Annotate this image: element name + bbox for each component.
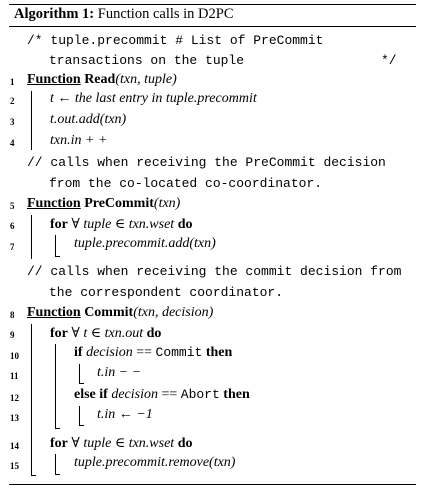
function-name: PreCommit [84,196,154,211]
code-line: txn.in + + [50,133,108,148]
line-number: 14 [10,441,19,451]
code-line: t ← the last entry in tuple.precommit [50,91,257,106]
code-line: t.in − − [97,365,142,380]
line-number: 6 [10,221,15,231]
algorithm-top-rule [9,4,416,5]
function-args: (txn) [153,196,181,211]
do-keyword: do [146,326,162,341]
line-number: 11 [10,371,19,381]
line-number: 3 [10,117,15,127]
for-keyword: for [50,217,68,232]
for-keyword: for [50,436,68,451]
if-line [74,345,232,361]
for-line [50,325,161,342]
block-bar [55,454,56,474]
caption-rule [9,26,416,27]
block-end-tick [55,474,60,475]
else-if-value: Abort [180,387,220,402]
block-end-tick [79,383,84,384]
else-if-variable: decision [111,387,158,402]
code-line: t.out.add(txn) [50,112,127,127]
function-read-header [27,72,177,88]
comment-line: /* tuple.precommit # List of PreCommit [27,33,324,48]
line-number: 2 [10,96,15,106]
function-keyword: Function [27,72,81,87]
block-end-tick [55,428,60,429]
comment-line: transactions on the tuple [49,53,245,68]
algorithm-title: Function calls in D2PC [97,6,234,22]
function-precommit-header [27,196,180,212]
algorithm-bottom-rule [9,484,416,485]
for-condition: ∀ tuple ∈ txn.wset [71,217,175,232]
line-number: 13 [10,413,19,423]
function-name: Read [84,72,116,87]
algorithm-label: Algorithm 1: [14,6,95,22]
else-if-keyword: else if [74,387,108,402]
function-keyword: Function [27,196,81,211]
algorithm-caption [14,6,234,23]
block-bar [55,344,56,428]
for-condition: ∀ tuple ∈ txn.wset [71,436,175,451]
comment-line: from the co-located co-coordinator. [49,176,323,191]
comment-line: // calls when receiving the PreCommit decision [27,155,386,170]
line-number: 7 [10,242,15,252]
line-number: 15 [10,461,19,471]
code-line: tuple.precommit.add(txn) [74,236,216,251]
block-bar [79,406,80,425]
if-operator: == [132,345,156,360]
block-bar [31,215,32,259]
block-bar [31,91,32,150]
code-line: t.in ← −1 [97,407,153,422]
block-end-tick [79,425,84,426]
do-keyword: do [177,217,193,232]
comment-line: // calls when receiving the commit decision from [27,264,402,279]
code-line: tuple.precommit.remove(txn) [74,455,236,470]
function-args: (txn, decision) [133,305,214,320]
comment-line: the correspondent coordinator. [49,285,284,300]
function-keyword: Function [27,305,81,320]
line-number: 8 [10,310,15,320]
then-keyword: then [205,345,233,360]
function-args: (txn, tuple) [115,72,177,87]
line-number: 10 [10,351,19,361]
else-if-line [74,387,250,403]
for-condition: ∀ t ∈ txn.out [71,326,144,341]
line-number: 4 [10,138,15,148]
line-number: 12 [10,393,19,403]
line-number: 1 [10,77,15,87]
do-keyword: do [177,436,193,451]
for-line [50,435,193,452]
else-if-operator: == [157,387,181,402]
block-end-tick [31,475,36,476]
line-number: 9 [10,330,15,340]
if-keyword: if [74,345,83,360]
block-bar [55,235,56,256]
function-name: Commit [84,305,134,320]
block-bar [79,364,80,383]
for-line [50,216,193,233]
block-end-tick [55,256,60,257]
function-commit-header [27,305,213,321]
for-keyword: for [50,326,68,341]
then-keyword: then [223,387,250,402]
comment-end: */ [381,53,397,68]
block-bar [31,324,32,475]
line-number: 5 [10,201,15,211]
if-variable: decision [86,345,133,360]
if-value: Commit [155,345,203,360]
